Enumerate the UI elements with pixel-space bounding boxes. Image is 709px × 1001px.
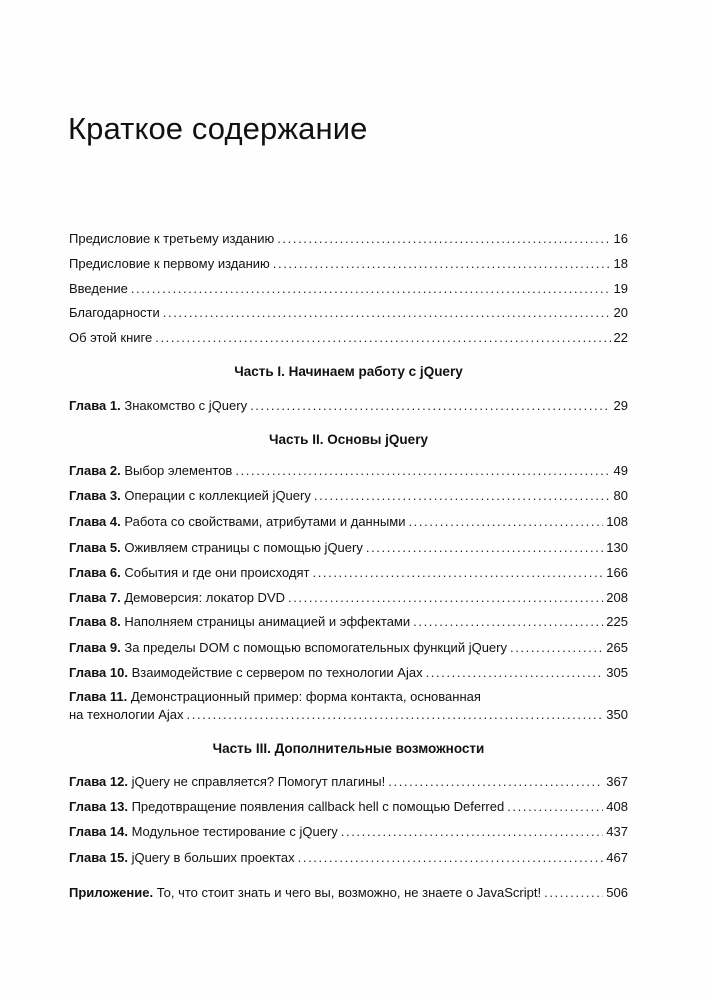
chapter-prefix: Глава 14. xyxy=(69,824,128,839)
leader-dots xyxy=(366,540,603,556)
page-title: Краткое содержание xyxy=(68,111,368,146)
entry-label: на технологии Ajax xyxy=(69,707,184,722)
leader-dots xyxy=(273,256,611,272)
toc-entry xyxy=(69,797,628,815)
entry-label: Демоверсия: локатор DVD xyxy=(124,590,285,605)
entry-page: 265 xyxy=(606,640,628,655)
toc-entry xyxy=(69,705,628,723)
entry-label: Взаимодействие с сервером по технологии Ajax xyxy=(131,665,423,680)
toc-entry xyxy=(69,328,628,346)
entry-page: 20 xyxy=(613,305,628,320)
toc-entry xyxy=(69,229,628,247)
toc-entry xyxy=(69,663,628,681)
entry-label: Выбор элементов xyxy=(124,463,233,478)
leader-dots xyxy=(288,590,603,606)
part-heading: Часть III. Дополнительные возможности xyxy=(212,741,485,756)
leader-dots xyxy=(314,488,611,504)
toc-entry xyxy=(69,772,628,790)
chapter-prefix: Глава 11. xyxy=(69,689,128,704)
leader-dots xyxy=(341,824,604,840)
leader-dots xyxy=(413,614,603,630)
entry-page: 80 xyxy=(613,488,628,503)
entry-page: 16 xyxy=(613,231,628,246)
entry-page: 18 xyxy=(613,256,628,271)
chapter-prefix: Глава 6. xyxy=(69,565,121,580)
leader-dots xyxy=(163,305,611,321)
leader-dots xyxy=(131,281,611,297)
leader-dots xyxy=(426,665,604,681)
leader-dots xyxy=(388,774,603,790)
leader-dots xyxy=(408,514,603,530)
entry-page: 350 xyxy=(606,707,628,722)
toc-entry xyxy=(69,848,628,866)
entry-label: За пределы DOM с помощью вспомогательных функций jQuery xyxy=(124,640,507,655)
toc-entry xyxy=(69,396,628,414)
entry-page: 108 xyxy=(606,514,628,529)
entry-page: 225 xyxy=(606,614,628,629)
appendix-prefix: Приложение. xyxy=(69,885,154,900)
entry-label: Наполняем страницы анимацией и эффектами xyxy=(124,614,411,629)
chapter-prefix: Глава 15. xyxy=(69,850,128,865)
entry-page: 22 xyxy=(613,330,628,345)
leader-dots xyxy=(313,565,604,581)
entry-label: Оживляем страницы с помощью jQuery xyxy=(124,540,363,555)
leader-dots xyxy=(544,885,603,901)
entry-label: jQuery в больших проектах xyxy=(131,850,295,865)
toc-entry xyxy=(69,538,628,556)
entry-label: Работа со свойствами, атрибутами и данными xyxy=(124,514,406,529)
chapter-prefix: Глава 13. xyxy=(69,799,128,814)
entry-label: jQuery не справляется? Помогут плагины! xyxy=(131,774,386,789)
leader-dots xyxy=(277,231,610,247)
toc-entry-wrapped xyxy=(69,689,628,704)
entry-label: Демонстрационный пример: форма контакта, основанная xyxy=(130,689,481,704)
chapter-prefix: Глава 8. xyxy=(69,614,121,629)
toc-entry xyxy=(69,486,628,504)
chapter-prefix: Глава 12. xyxy=(69,774,128,789)
entry-page: 437 xyxy=(606,824,628,839)
toc-entry xyxy=(69,461,628,479)
entry-page: 19 xyxy=(613,281,628,296)
entry-label: То, что стоит знать и чего вы, возможно, не знаете о JavaScript! xyxy=(156,885,542,900)
entry-page: 367 xyxy=(606,774,628,789)
chapter-prefix: Глава 3. xyxy=(69,488,121,503)
entry-page: 305 xyxy=(606,665,628,680)
toc-entry xyxy=(69,822,628,840)
chapter-prefix: Глава 9. xyxy=(69,640,121,655)
entry-label: Благодарности xyxy=(69,305,160,320)
toc-entry-appendix xyxy=(69,883,628,901)
entry-page: 467 xyxy=(606,850,628,865)
chapter-prefix: Глава 7. xyxy=(69,590,121,605)
entry-label: Знакомство с jQuery xyxy=(124,398,248,413)
leader-dots xyxy=(298,850,604,866)
entry-label: Операции с коллекцией jQuery xyxy=(124,488,311,503)
entry-label: Введение xyxy=(69,281,128,296)
leader-dots xyxy=(510,640,603,656)
leader-dots xyxy=(235,463,610,479)
entry-label: События и где они происходят xyxy=(124,565,310,580)
entry-page: 130 xyxy=(606,540,628,555)
entry-page: 506 xyxy=(606,885,628,900)
entry-label: Предисловие к третьему изданию xyxy=(69,231,275,246)
entry-page: 49 xyxy=(613,463,628,478)
toc-entry xyxy=(69,279,628,297)
chapter-prefix: Глава 1. xyxy=(69,398,121,413)
leader-dots xyxy=(155,330,610,346)
chapter-prefix: Глава 5. xyxy=(69,540,121,555)
leader-dots xyxy=(507,799,603,815)
entry-label: Предотвращение появления callback hell с помощью Deferred xyxy=(131,799,505,814)
leader-dots xyxy=(250,398,610,414)
entry-page: 208 xyxy=(606,590,628,605)
toc-entry xyxy=(69,303,628,321)
entry-page: 408 xyxy=(606,799,628,814)
chapter-prefix: Глава 4. xyxy=(69,514,121,529)
chapter-prefix: Глава 10. xyxy=(69,665,128,680)
entry-label: Модульное тестирование с jQuery xyxy=(131,824,338,839)
toc-entry xyxy=(69,512,628,530)
toc-entry xyxy=(69,563,628,581)
entry-page: 29 xyxy=(613,398,628,413)
toc-entry xyxy=(69,638,628,656)
part-heading: Часть II. Основы jQuery xyxy=(269,432,428,447)
chapter-prefix: Глава 2. xyxy=(69,463,121,478)
entry-page: 166 xyxy=(606,565,628,580)
toc-entry xyxy=(69,254,628,272)
part-heading: Часть I. Начинаем работу с jQuery xyxy=(234,364,463,379)
entry-label: Об этой книге xyxy=(69,330,153,345)
toc-entry xyxy=(69,588,628,606)
entry-label: Предисловие к первому изданию xyxy=(69,256,270,271)
leader-dots xyxy=(187,707,604,723)
toc-entry xyxy=(69,612,628,630)
